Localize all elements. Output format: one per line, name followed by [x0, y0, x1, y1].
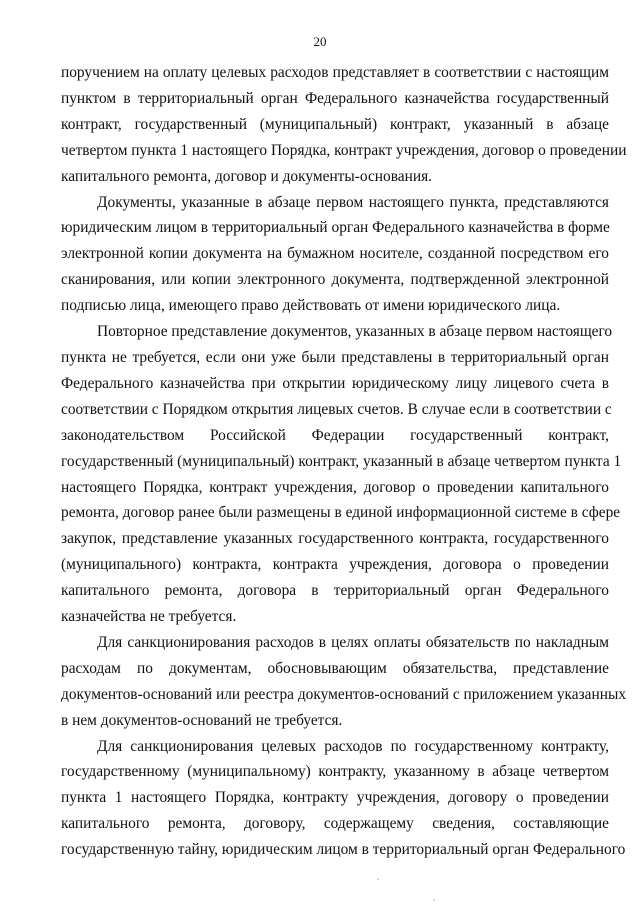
paragraph: [61, 734, 626, 864]
text-line: подписью лица, имеющего право действовать от имени юридического лица.: [61, 297, 561, 315]
text-line: электронной копии документа на бумажном носителе, созданной посредством его: [61, 245, 609, 263]
text-line: казначейства не требуется.: [61, 608, 237, 626]
text-line: пункта 1 настоящего Порядка, контракту учреждения, договору о проведении: [61, 789, 609, 807]
text-line: пункта не требуется, если они уже были представлены в территориальный орган: [61, 348, 609, 366]
text-line: четвертом пункта 1 настоящего Порядка, контракт учреждения, договор о проведении: [61, 141, 627, 159]
scan-speck: [377, 878, 379, 880]
text-line: капитального ремонта, договора в территориальный орган Федерального: [61, 582, 609, 600]
text-line: Повторное представление документов, указанных в абзаце первом настоящего: [97, 323, 613, 341]
text-line: расходам по документам, обосновывающим обязательства, представление: [61, 659, 609, 677]
text-line: сканирования, или копии электронного документа, подтвержденной электронной: [61, 271, 609, 289]
text-line: капитального ремонта, договору, содержащему сведения, составляющие: [61, 815, 609, 833]
document-body: [61, 60, 627, 863]
text-line: поручением на оплату целевых расходов представляет в соответствии с настоящим: [61, 64, 609, 81]
text-line: закупок, представление указанных государственного контракта, государственного: [61, 530, 609, 548]
text-line: государственный (муниципальный) контракт, указанный в абзаце четвертом пункта 1: [61, 452, 622, 470]
text-line: законодательством Российской Федерации государственный контракт,: [61, 426, 609, 444]
text-line: Документы, указанные в абзаце первом настоящего пункта, представляются: [97, 193, 609, 211]
text-line: пунктом в территориальный орган Федерального казначейства государственный: [61, 89, 609, 107]
text-line: документов-оснований или реестра документов-оснований с приложением указанных: [61, 685, 627, 703]
paragraph: [61, 60, 627, 190]
text-line: государственному (муниципальному) контракту, указанному в абзаце четвертом: [61, 763, 609, 781]
text-line: ремонта, договор ранее были размещены в единой информационной системе в сфере: [61, 504, 621, 522]
text-line: капитального ремонта, договор и документы-основания.: [61, 167, 433, 185]
text-line: в нем документов-оснований не требуется.: [61, 711, 343, 729]
paragraph: [61, 319, 622, 630]
text-line: Для санкционирования целевых расходов по государственному контракту,: [97, 737, 609, 755]
text-line: Федерального казначейства при открытии юридическому лицу лицевого счета в: [61, 374, 609, 392]
text-line: Для санкционирования расходов в целях оплаты обязательств по накладным: [97, 633, 609, 651]
text-line: юридическим лицом в территориальный орган Федерального казначейства в форме: [61, 219, 610, 237]
text-line: соответствии с Порядком открытия лицевых счетов. В случае если в соответствии с: [61, 400, 612, 418]
text-line: (муниципального) контракта, контракта учреждения, договора о проведении: [61, 556, 609, 574]
text-line: настоящего Порядка, контракт учреждения, договор о проведении капитального: [61, 478, 609, 496]
page-number: 20: [313, 34, 327, 49]
paragraph: [61, 190, 609, 320]
paragraph: [61, 630, 627, 734]
scan-speck: [433, 899, 435, 901]
text-line: государственную тайну, юридическим лицом в территориальный орган Федерального: [61, 841, 626, 859]
text-line: контракт, государственный (муниципальный) контракт, указанный в абзаце: [61, 115, 609, 133]
